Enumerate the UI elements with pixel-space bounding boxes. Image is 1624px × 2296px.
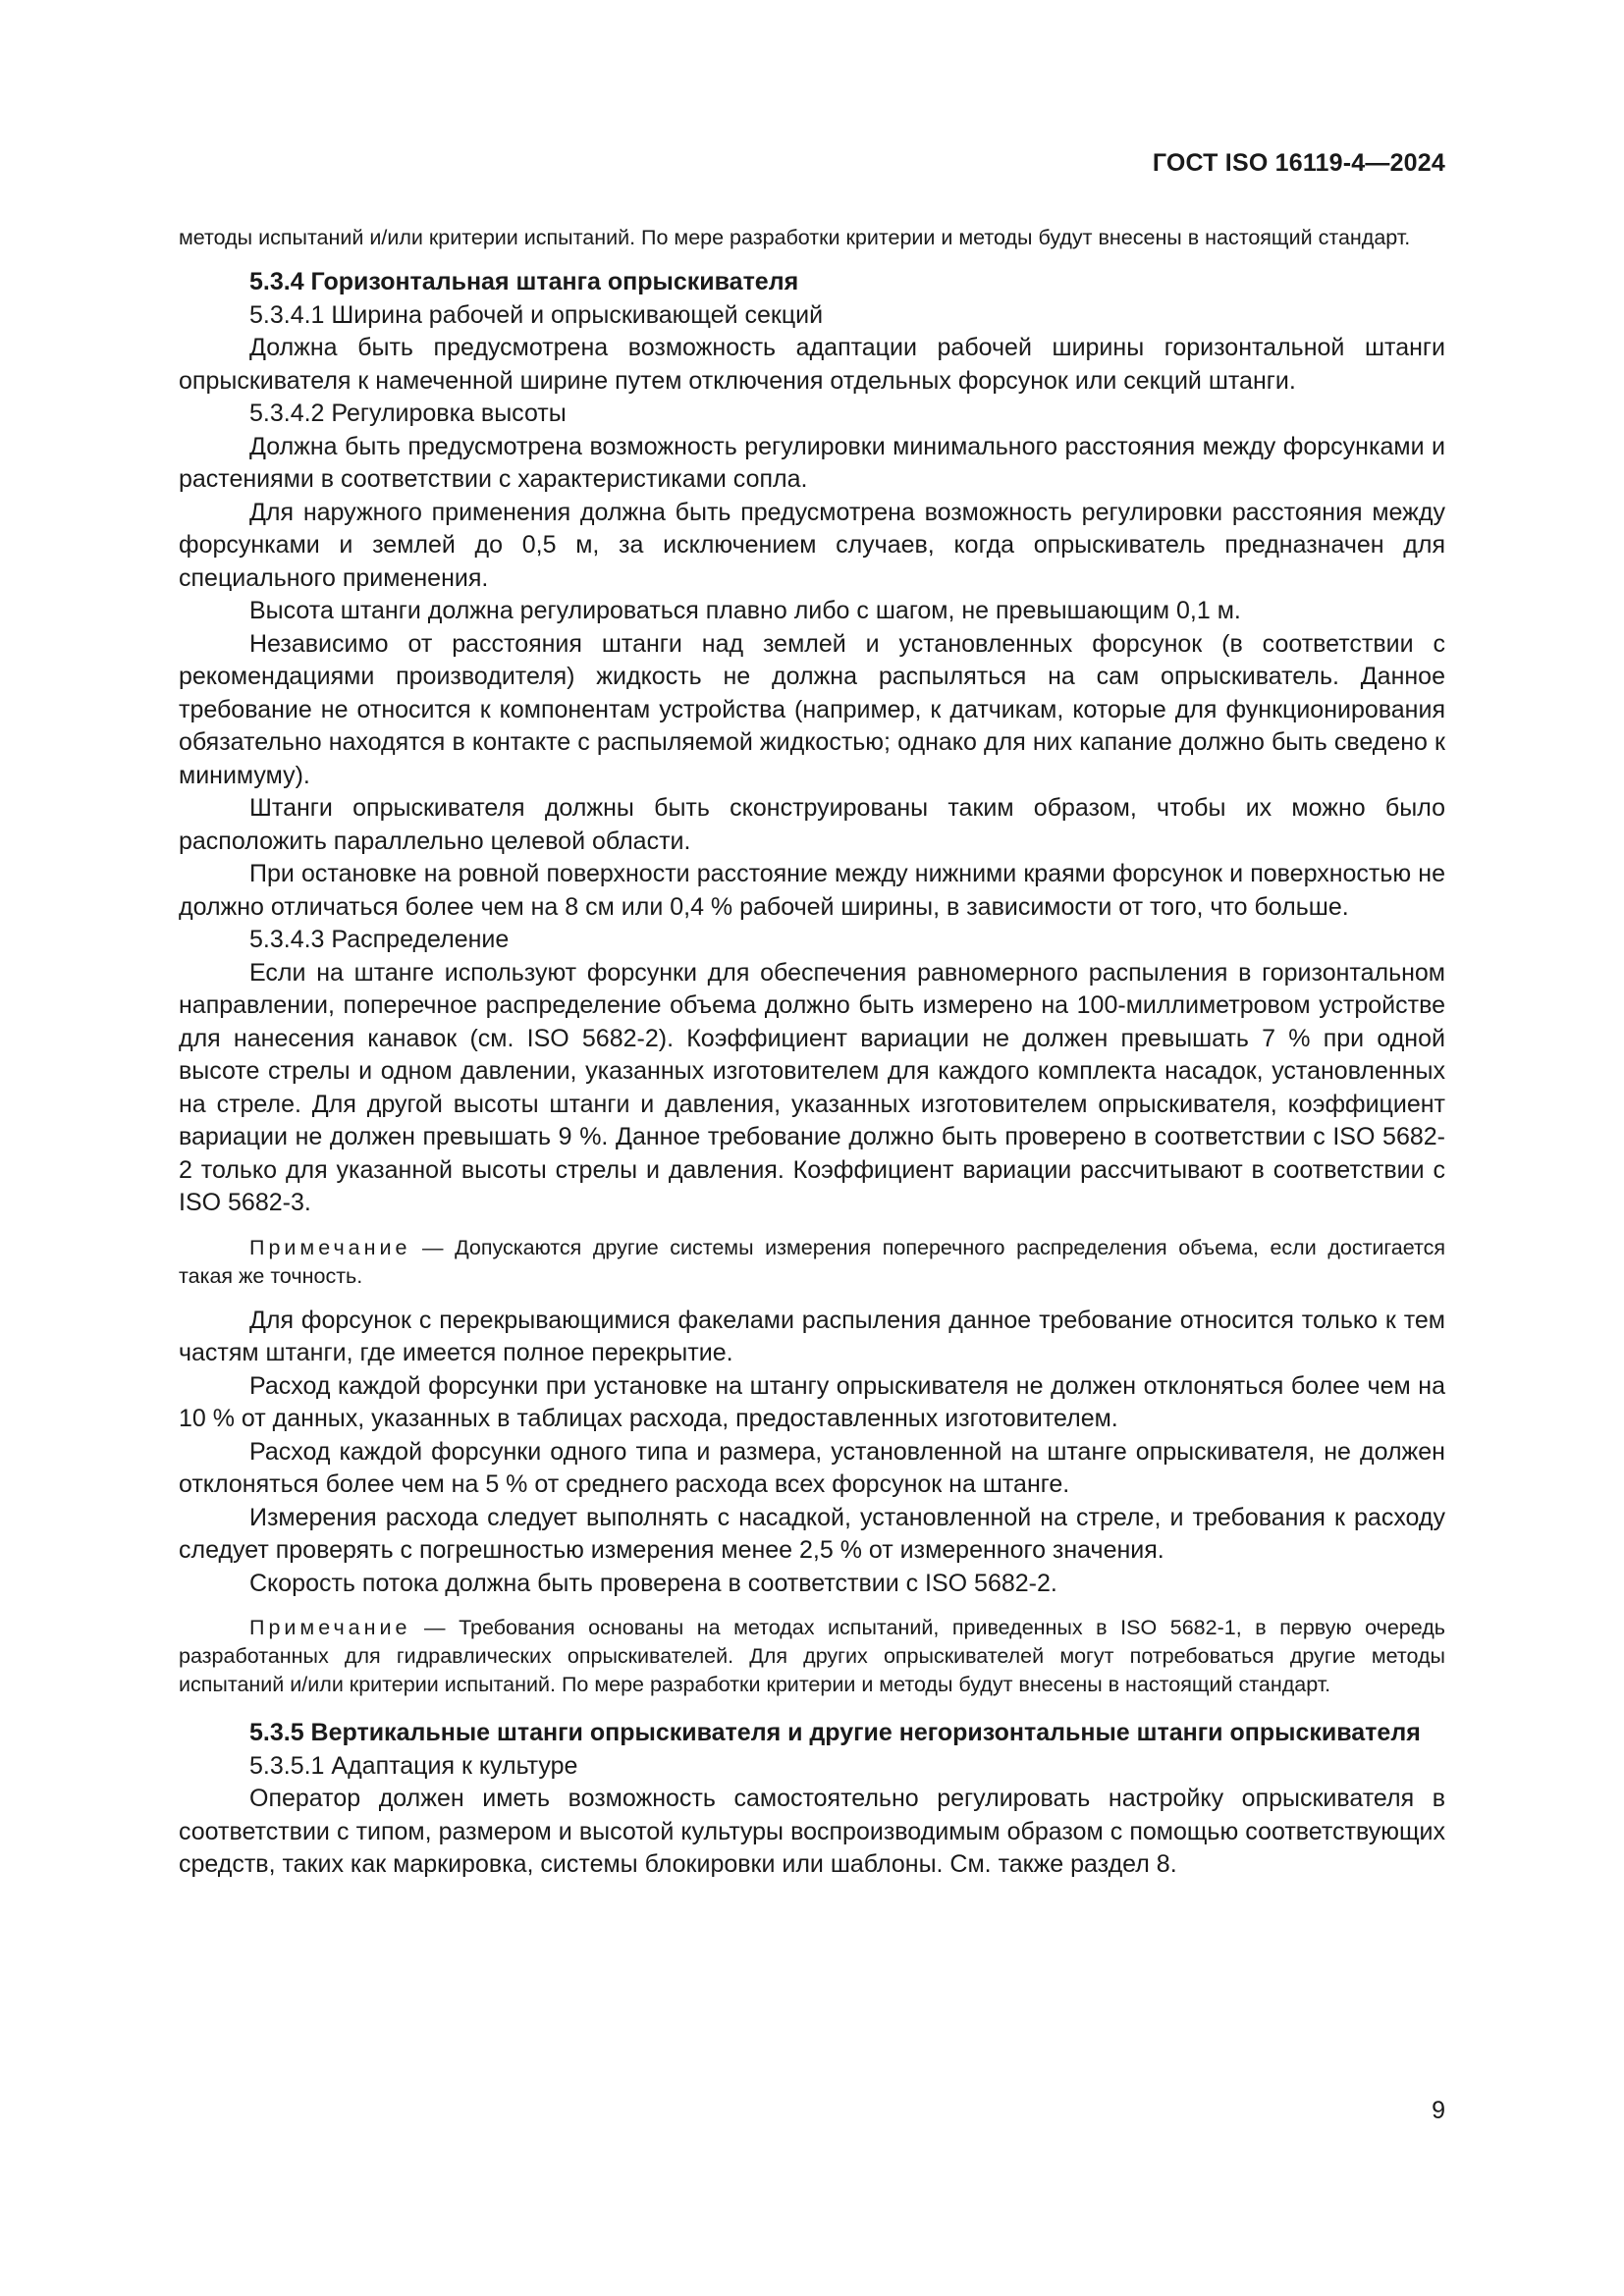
intro-continuation: методы испытаний и/или критерии испытаний. По мере разработки критерии и методы будут внесены в настоящий стандарт.: [179, 226, 1411, 249]
section-heading-5-3-4: 5.3.4 Горизонтальная штанга опрыскивателя: [249, 268, 799, 295]
section-heading-5-3-5: 5.3.5 Вертикальные штанги опрыскивателя и другие негоризонтальные штанги опрыскивателя: [249, 1719, 1421, 1746]
paragraph: При остановке на ровной поверхности расстояние между нижними краями форсунок и поверхностью не должно отличаться более чем на 8 см или 0,4 % рабочей ширины, в зависимости от того, что больше.: [179, 860, 1445, 921]
paragraph: Должна быть предусмотрена возможность адаптации рабочей ширины горизонтальной штанги опрыскивателя к намеченной ширине путем отключения отдельных форсунок или секций штанги.: [179, 334, 1445, 395]
paragraph: Должна быть предусмотрена возможность регулировки минимального расстояния между форсунками и растениями в соответствии с характеристиками сопла.: [179, 432, 1445, 493]
paragraph: Скорость потока должна быть проверена в соответствии с ISO 5682-2.: [249, 1569, 1057, 1597]
paragraph: Штанги опрыскивателя должны быть сконструированы таким образом, чтобы их можно было расположить параллельно целевой области.: [179, 794, 1445, 855]
page-number: 9: [1432, 2097, 1445, 2124]
paragraph: Независимо от расстояния штанги над землей и установленных форсунок (в соответствии с рекомендациями производителя) жидкость не должна распыляться на сам опрыскиватель. Данное требование не относится к компонентам устройства (например, к датчикам, которые для функционирования обязательно находятся в контакте с распыляемой жидкостью; однако для них капание должно быть сведено к минимуму).: [179, 629, 1445, 789]
paragraph: Высота штанги должна регулироваться плавно либо с шагом, не превышающим 0,1 м.: [249, 597, 1241, 624]
note: [179, 1614, 1445, 1699]
subsection-title-5-3-4-2: 5.3.4.2 Регулировка высоты: [249, 400, 567, 427]
paragraph: Для наружного применения должна быть предусмотрена возможность регулировки расстояния между форсунками и землей до 0,5 м, за исключением случаев, когда опрыскиватель предназначен для специального применения.: [179, 498, 1445, 592]
note-label: Примечание: [249, 1616, 411, 1639]
paragraph: Для форсунок с перекрывающимися факелами распыления данное требование относится только к тем частям штанги, где имеется полное перекрытие.: [179, 1306, 1445, 1366]
note-text: — Требования основаны на методах испытаний, приведенных в ISO 5682-1, в первую очередь разработанных для гидравлических опрыскивателей. Для других опрыскивателей могут потребоваться другие методы испытаний и/или критерии испытаний. По мере разработки критерии и методы будут внесены в настоящий стандарт.: [179, 1616, 1445, 1696]
paragraph: Оператор должен иметь возможность самостоятельно регулировать настройку опрыскивателя в соответствии с типом, размером и высотой культуры воспроизводимым образом с помощью соответствующих средств, таких как маркировка, системы блокировки или шаблоны. См. также раздел 8.: [179, 1785, 1445, 1878]
subsection-title-5-3-4-3: 5.3.4.3 Распределение: [249, 926, 510, 953]
paragraph: Расход каждой форсунки при установке на штангу опрыскивателя не должен отклоняться более чем на 10 % от данных, указанных в таблицах расхода, предоставленных изготовителем.: [179, 1371, 1445, 1432]
paragraph: Расход каждой форсунки одного типа и размера, установленной на штанге опрыскивателя, не должен отклоняться более чем на 5 % от среднего расхода всех форсунок на штанге.: [179, 1437, 1445, 1498]
paragraph: Если на штанге используют форсунки для обеспечения равномерного распыления в горизонтальном направлении, поперечное распределение объема должно быть измерено на 100-миллиметровом устройстве для нанесения канавок (см. ISO 5682-2). Коэффициент вариации не должен превышать 7 % при одной высоте стрелы и одном давлении, указанных изготовителем для каждого комплекта насадок, установленных на стреле. Для другой высоты штанги и давления, указанных изготовителем опрыскивателя, коэффициент вариации не должен превышать 9 %. Данное требование должно быть проверено в соответствии с ISO 5682-2 только для указанной высоты стрелы и давления. Коэффициент вариации рассчитывают в соответствии с ISO 5682-3.: [179, 958, 1445, 1216]
note: [179, 1234, 1445, 1291]
note-label: Примечание: [249, 1235, 411, 1259]
note-text: — Допускаются другие системы измерения поперечного распределения объема, если достигается такая же точность.: [179, 1235, 1445, 1288]
document-header: ГОСТ ISO 16119-4—2024: [1152, 149, 1445, 177]
subsection-title-5-3-4-1: 5.3.4.1 Ширина рабочей и опрыскивающей секций: [249, 300, 824, 329]
paragraph: Измерения расхода следует выполнять с насадкой, установленной на стреле, и требования к расходу следует проверять с погрешностью измерения менее 2,5 % от измеренного значения.: [179, 1503, 1445, 1564]
subsection-title-5-3-5-1: 5.3.5.1 Адаптация к культуре: [249, 1751, 578, 1780]
document-body: [179, 224, 1445, 1882]
